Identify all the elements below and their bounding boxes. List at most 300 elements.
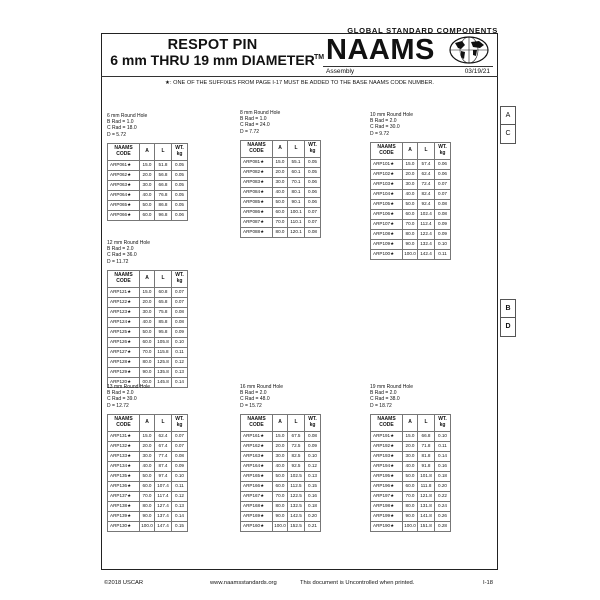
column-header: A (403, 414, 418, 431)
value-cell: 0.08 (172, 307, 188, 317)
value-cell: 125.8 (155, 357, 172, 367)
table-row (241, 481, 321, 491)
value-cell: 0.09 (305, 441, 321, 451)
value-cell: 70.0 (403, 219, 418, 229)
value-cell: 0.12 (305, 461, 321, 471)
value-cell: 110.1 (288, 217, 305, 227)
table-row (241, 431, 321, 441)
part-code-cell: ARP130★ (108, 521, 140, 531)
value-cell: 0.12 (172, 357, 188, 367)
part-code-cell: ARP083★ (241, 177, 273, 187)
table-row (108, 367, 188, 377)
table-row (371, 521, 451, 531)
value-cell: 0.10 (172, 471, 188, 481)
part-code-cell: ARP162★ (241, 441, 273, 451)
spec-table (370, 414, 451, 532)
value-cell: 122.5 (288, 491, 305, 501)
column-header: L (288, 414, 305, 431)
group-d: D = 15.72 (240, 402, 262, 409)
category-label: Assembly (326, 68, 355, 75)
value-cell: 50.0 (273, 471, 288, 481)
value-cell: 75.8 (155, 307, 172, 317)
part-code-cell: ARP103★ (371, 179, 403, 189)
value-cell: 82.5 (288, 451, 305, 461)
part-code-cell: ARP082★ (241, 167, 273, 177)
group-16mm (240, 384, 321, 532)
value-cell: 0.06 (305, 177, 321, 187)
group-c-rad: C Rad = 36.0 (107, 252, 137, 259)
table-header-row (108, 414, 188, 431)
tab-b[interactable]: B (501, 300, 515, 318)
part-code-cell: ARP066★ (108, 210, 140, 220)
table-row (108, 431, 188, 441)
part-code-cell: ARP136★ (108, 481, 140, 491)
value-cell: 0.11 (435, 441, 451, 451)
value-cell: 15.0 (140, 431, 155, 441)
value-cell: 90.0 (403, 239, 418, 249)
part-code-cell: ARP128★ (108, 357, 140, 367)
value-cell: 135.8 (155, 367, 172, 377)
part-code-cell: ARP120★ (108, 377, 140, 387)
part-code-cell: ARP086★ (241, 207, 273, 217)
table-row (371, 209, 451, 219)
part-code-cell: ARP102★ (371, 169, 403, 179)
group-c-rad: C Rad = 18.0 (107, 125, 137, 132)
value-cell: 0.08 (305, 227, 321, 237)
value-cell: 30.0 (140, 180, 155, 190)
value-cell: 30.0 (273, 177, 288, 187)
table-row (371, 219, 451, 229)
group-d: D = 18.72 (370, 402, 392, 409)
value-cell: 15.0 (140, 287, 155, 297)
tab-d[interactable]: D (505, 323, 511, 330)
column-header: L (155, 143, 172, 160)
value-cell: 117.4 (155, 491, 172, 501)
value-cell: 15.0 (140, 160, 155, 170)
value-cell: 0.08 (435, 209, 451, 219)
table-row (108, 307, 188, 317)
value-cell: 72.4 (418, 179, 435, 189)
table-row (371, 169, 451, 179)
value-cell: 0.14 (172, 377, 188, 387)
value-cell: 70.0 (273, 491, 288, 501)
column-header: L (418, 414, 435, 431)
part-code-cell: ARP107★ (371, 219, 403, 229)
value-cell: 20.0 (403, 169, 418, 179)
table-row (108, 287, 188, 297)
part-code-cell: ARP085★ (241, 197, 273, 207)
table-row (371, 461, 451, 471)
part-code-cell: ARP132★ (108, 441, 140, 451)
website-link[interactable]: www.naamsstandards.org (210, 580, 277, 586)
table-row (371, 189, 451, 199)
column-header: WT. kg (172, 143, 188, 160)
column-header: NAAMS CODE (108, 414, 140, 431)
table-header-row (371, 414, 451, 431)
value-cell: 122.4 (418, 229, 435, 239)
table-header-row (241, 140, 321, 157)
part-code-cell: ARP125★ (108, 327, 140, 337)
table-row (108, 317, 188, 327)
value-cell: 102.5 (288, 471, 305, 481)
part-code-cell: ARP139★ (108, 511, 140, 521)
part-code-cell: ARP108★ (371, 229, 403, 239)
value-cell: 102.4 (418, 209, 435, 219)
value-cell: 97.4 (155, 471, 172, 481)
brand-logo: NAAMS (326, 34, 435, 66)
part-code-cell: ARP167★ (241, 491, 273, 501)
part-code-cell: ARP133★ (108, 451, 140, 461)
value-cell: 15.0 (403, 431, 418, 441)
column-header: WT. kg (172, 414, 188, 431)
table-row (241, 471, 321, 481)
part-code-cell: ARP198★ (371, 501, 403, 511)
column-header: NAAMS CODE (371, 142, 403, 159)
value-cell: 115.8 (155, 347, 172, 357)
value-cell: 0.26 (435, 511, 451, 521)
value-cell: 70.0 (140, 491, 155, 501)
value-cell: 0.18 (305, 501, 321, 511)
part-code-cell: ARP062★ (108, 170, 140, 180)
group-title: 10 mm Round Hole (370, 112, 414, 118)
table-header-row (108, 270, 188, 287)
value-cell: 0.07 (305, 207, 321, 217)
value-cell: 0.08 (435, 199, 451, 209)
value-cell: 112.5 (288, 481, 305, 491)
value-cell: 15.0 (403, 159, 418, 169)
table-row (371, 481, 451, 491)
value-cell: 0.16 (435, 461, 451, 471)
column-header: WT. kg (435, 142, 451, 159)
value-cell: 0.05 (172, 160, 188, 170)
value-cell: 92.4 (418, 199, 435, 209)
value-cell: 70.0 (403, 491, 418, 501)
column-header: NAAMS CODE (108, 270, 140, 287)
part-code-cell: ARP137★ (108, 491, 140, 501)
part-code-cell: ARP123★ (108, 307, 140, 317)
spec-table (107, 270, 188, 388)
value-cell: 145.8 (155, 377, 172, 387)
value-cell: 0.06 (305, 197, 321, 207)
value-cell: 20.0 (273, 167, 288, 177)
column-header: L (418, 142, 435, 159)
value-cell: 0.13 (172, 501, 188, 511)
value-cell: 95.8 (155, 327, 172, 337)
table-row (108, 501, 188, 511)
group-c-rad: C Rad = 38.0 (370, 396, 400, 403)
value-cell: 77.4 (155, 451, 172, 461)
table-row (241, 521, 321, 531)
group-title: 6 mm Round Hole (107, 113, 148, 119)
table-row (241, 207, 321, 217)
table-row (108, 200, 188, 210)
value-cell: 0.05 (172, 170, 188, 180)
table-row (371, 159, 451, 169)
tab-c[interactable]: C (505, 130, 511, 137)
part-code-cell: ARP131★ (108, 431, 140, 441)
column-header: NAAMS CODE (241, 140, 273, 157)
part-code-cell: ARP194★ (371, 461, 403, 471)
table-row (371, 441, 451, 451)
table-row (108, 441, 188, 451)
table-row (241, 197, 321, 207)
value-cell: 91.8 (418, 461, 435, 471)
spec-table (370, 142, 451, 260)
part-code-cell: ARP195★ (371, 471, 403, 481)
value-cell: 0.07 (172, 287, 188, 297)
column-header: NAAMS CODE (108, 143, 140, 160)
value-cell: 100.0 (273, 521, 288, 531)
column-header: L (288, 140, 305, 157)
group-title: 8 mm Round Hole (240, 110, 281, 116)
group-8mm (240, 110, 321, 238)
value-cell: 20.0 (140, 170, 155, 180)
value-cell: 86.8 (155, 200, 172, 210)
part-code-cell: ARP161★ (241, 431, 273, 441)
group-d: D = 5.72 (107, 131, 127, 138)
value-cell: 90.0 (140, 367, 155, 377)
column-header: A (273, 140, 288, 157)
value-cell: 0.07 (172, 431, 188, 441)
table-row (241, 491, 321, 501)
value-cell: 0.15 (172, 521, 188, 531)
value-cell: 20.0 (140, 441, 155, 451)
value-cell: 131.8 (418, 501, 435, 511)
value-cell: 82.4 (418, 189, 435, 199)
value-cell: 90.0 (273, 511, 288, 521)
group-title: 12 mm Round Hole (107, 240, 151, 246)
value-cell: 70.1 (288, 177, 305, 187)
group-d: D = 11.72 (107, 258, 129, 265)
value-cell: 80.0 (403, 229, 418, 239)
value-cell: 20.0 (273, 441, 288, 451)
value-cell: 30.0 (403, 451, 418, 461)
value-cell: 0.18 (435, 471, 451, 481)
value-cell: 0.14 (435, 451, 451, 461)
value-cell: 50.0 (403, 471, 418, 481)
part-code-cell: ARP164★ (241, 461, 273, 471)
value-cell: 111.8 (418, 481, 435, 491)
value-cell: 0.10 (435, 431, 451, 441)
table-row (108, 347, 188, 357)
value-cell: 40.0 (403, 461, 418, 471)
part-code-cell: ARP197★ (371, 491, 403, 501)
disclaimer: This document is Uncontrolled when printed. (300, 580, 415, 586)
header-divider (323, 66, 493, 67)
spec-table (240, 414, 321, 532)
value-cell: 66.8 (155, 180, 172, 190)
part-code-cell: ARP134★ (108, 461, 140, 471)
value-cell: 60.0 (273, 207, 288, 217)
value-cell: 76.8 (155, 190, 172, 200)
part-code-cell: ARP122★ (108, 297, 140, 307)
value-cell: 151.8 (418, 521, 435, 531)
value-cell: 142.5 (288, 511, 305, 521)
value-cell: 92.5 (288, 461, 305, 471)
globe-icon (449, 36, 489, 64)
value-cell: 0.09 (435, 229, 451, 239)
table-row (371, 229, 451, 239)
group-c-rad: C Rad = 30.0 (370, 124, 400, 131)
group-d: D = 7.72 (240, 128, 260, 135)
value-cell: 67.4 (155, 441, 172, 451)
value-cell: 0.05 (172, 190, 188, 200)
part-code-cell: ARP088★ (241, 227, 273, 237)
column-header: NAAMS CODE (371, 414, 403, 431)
value-cell: 90.0 (140, 511, 155, 521)
part-code-cell: ARP101★ (371, 159, 403, 169)
group-6mm (107, 113, 188, 221)
value-cell: 50.0 (273, 197, 288, 207)
index-tabs-mid (500, 299, 516, 337)
value-cell: 40.0 (140, 461, 155, 471)
column-header: A (273, 414, 288, 431)
table-row (371, 491, 451, 501)
value-cell: 0.08 (305, 431, 321, 441)
value-cell: 30.0 (140, 451, 155, 461)
column-header: L (155, 270, 172, 287)
value-cell: 81.8 (418, 451, 435, 461)
value-cell: 137.4 (155, 511, 172, 521)
value-cell: 50.0 (140, 200, 155, 210)
table-row (108, 471, 188, 481)
table-row (241, 167, 321, 177)
value-cell: 0.06 (305, 187, 321, 197)
value-cell: 0.13 (305, 471, 321, 481)
value-cell: 0.08 (172, 317, 188, 327)
value-cell: 30.0 (140, 307, 155, 317)
part-code-cell: ARP106★ (371, 209, 403, 219)
group-19mm (370, 384, 451, 532)
value-cell: 0.05 (172, 180, 188, 190)
group-12mm (107, 240, 188, 388)
page-subtitle: 6 mm THRU 19 mm DIAMETER (110, 52, 315, 68)
value-cell: 0.06 (435, 169, 451, 179)
value-cell: 20.0 (403, 441, 418, 451)
value-cell: 0.14 (172, 511, 188, 521)
table-row (241, 187, 321, 197)
value-cell: 121.8 (418, 491, 435, 501)
value-cell: 60.0 (403, 481, 418, 491)
table-header-row (371, 142, 451, 159)
group-b-rad: B Rad = 1.0 (107, 119, 134, 126)
value-cell: 60.0 (140, 210, 155, 220)
value-cell: 0.16 (305, 491, 321, 501)
table-row (241, 157, 321, 167)
table-row (108, 180, 188, 190)
group-c-rad: C Rad = 39.0 (107, 396, 137, 403)
part-code-cell: ARP084★ (241, 187, 273, 197)
part-code-cell: ARP199★ (371, 511, 403, 521)
column-header: A (403, 142, 418, 159)
column-header: L (155, 414, 172, 431)
part-code-cell: ARP165★ (241, 471, 273, 481)
group-title: 13 mm Round Hole (107, 384, 151, 390)
index-tabs-top (500, 106, 516, 144)
page-number: I-18 (483, 580, 493, 586)
table-row (371, 249, 451, 259)
value-cell: 40.0 (273, 187, 288, 197)
table-row (371, 511, 451, 521)
value-cell: 67.5 (288, 431, 305, 441)
value-cell: 40.0 (140, 317, 155, 327)
part-code-cell: ARP087★ (241, 217, 273, 227)
part-code-cell: ARP192★ (371, 441, 403, 451)
value-cell: 60.0 (403, 209, 418, 219)
part-code-cell: ARP196★ (371, 481, 403, 491)
value-cell: 20.0 (140, 297, 155, 307)
value-cell: 100.0 (403, 249, 418, 259)
part-code-cell: ARP109★ (371, 239, 403, 249)
value-cell: 0.09 (435, 219, 451, 229)
part-code-cell: ARP169★ (241, 511, 273, 521)
value-cell: 00.0 (140, 377, 155, 387)
value-cell: 50.0 (140, 471, 155, 481)
value-cell: 0.06 (172, 210, 188, 220)
part-code-cell: ARP063★ (108, 180, 140, 190)
value-cell: 85.8 (155, 317, 172, 327)
value-cell: 0.09 (172, 461, 188, 471)
spec-table (240, 140, 321, 238)
value-cell: 56.8 (155, 170, 172, 180)
value-cell: 90.0 (403, 511, 418, 521)
group-b-rad: B Rad = 2.0 (370, 118, 397, 125)
spec-table (107, 143, 188, 221)
value-cell: 0.05 (305, 167, 321, 177)
part-code-cell: ARP061★ (108, 160, 140, 170)
table-row (241, 451, 321, 461)
value-cell: 0.15 (305, 481, 321, 491)
table-row (108, 210, 188, 220)
column-header: WT. kg (172, 270, 188, 287)
spec-table (107, 414, 188, 532)
table-row (108, 297, 188, 307)
part-code-cell: ARP135★ (108, 471, 140, 481)
value-cell: 0.07 (172, 297, 188, 307)
value-cell: 0.10 (305, 451, 321, 461)
tab-a[interactable]: A (501, 107, 515, 125)
value-cell: 71.8 (418, 441, 435, 451)
group-title: 16 mm Round Hole (240, 384, 284, 390)
value-cell: 0.09 (172, 327, 188, 337)
part-code-cell: ARP081★ (241, 157, 273, 167)
table-row (371, 451, 451, 461)
value-cell: 57.4 (418, 159, 435, 169)
value-cell: 30.0 (273, 451, 288, 461)
table-header-row (108, 143, 188, 160)
table-row (371, 471, 451, 481)
table-row (108, 521, 188, 531)
part-code-cell: ARP190★ (371, 521, 403, 531)
table-row (241, 217, 321, 227)
part-code-cell: ARP166★ (241, 481, 273, 491)
value-cell: 0.22 (435, 491, 451, 501)
part-code-cell: ARP100★ (371, 249, 403, 259)
table-row (108, 337, 188, 347)
value-cell: 65.8 (155, 297, 172, 307)
value-cell: 70.0 (273, 217, 288, 227)
table-row (108, 481, 188, 491)
value-cell: 60.1 (288, 167, 305, 177)
value-cell: 0.07 (435, 189, 451, 199)
part-code-cell: ARP191★ (371, 431, 403, 441)
value-cell: 112.4 (418, 219, 435, 229)
group-c-rad: C Rad = 48.0 (240, 396, 270, 403)
revision-date: 03/19/21 (464, 68, 490, 75)
value-cell: 80.0 (273, 227, 288, 237)
table-row (108, 160, 188, 170)
value-cell: 0.20 (305, 511, 321, 521)
